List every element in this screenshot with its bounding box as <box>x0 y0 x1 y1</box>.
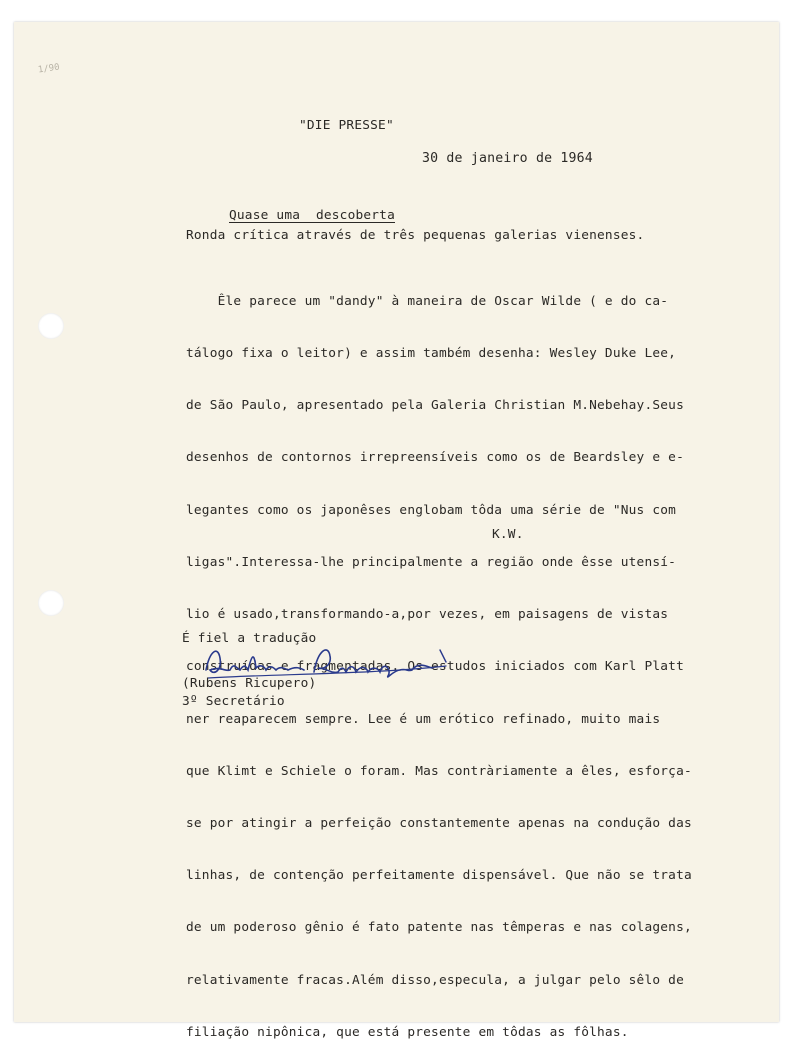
body-line: tálogo fixa o leitor) e assim também desenha: Wesley Duke Lee, <box>186 346 677 362</box>
punch-hole-lower-icon <box>38 590 64 616</box>
body-line: desenhos de contornos irrepreensíveis como os de Beardsley e e- <box>186 450 684 466</box>
body-line: ligas".Interessa-lhe principalmente a região onde êsse utensí- <box>186 554 677 570</box>
body-line: legantes como os japonêses englobam tôda uma série de "Nus com <box>186 502 677 518</box>
body-line: de um poderoso gênio é fato patente nas têmperas e nas colagens, <box>186 920 692 936</box>
translation-certification: É fiel a tradução <box>182 631 317 646</box>
author-initials: K.W. <box>492 527 524 542</box>
newspaper-title: "DIE PRESSE" <box>299 118 394 133</box>
page-top-edge <box>14 0 779 22</box>
body-line: construídas e fragmentadas. Os estudos iniciados com Karl Platt <box>186 659 684 675</box>
body-line: de São Paulo, apresentado pela Galeria Christian M.Nebehay.Seus <box>186 398 684 414</box>
article-subheading: Ronda crítica através de três pequenas galerias vienenses. <box>186 228 645 243</box>
document-date: 30 de janeiro de 1964 <box>422 151 593 166</box>
body-line: filiação nipônica, que está presente em tôdas as fôlhas. <box>186 1024 629 1040</box>
body-line: que Klimt e Schiele o foram. Mas contràriamente a êles, esforça- <box>186 763 692 779</box>
body-line: linhas, de contenção perfeitamente dispensável. Que não se trata <box>186 868 692 884</box>
article-heading: Quase uma descoberta <box>229 208 395 223</box>
body-line: se por atingir a perfeição constantemente apenas na condução das <box>186 816 692 831</box>
punch-hole-upper-icon <box>38 313 64 339</box>
signatory-role: 3º Secretário <box>182 694 285 709</box>
body-line: Êle parece um "dandy" à maneira de Oscar Wilde ( e do ca- <box>186 293 669 309</box>
body-line: lio é usado,transformando-a,por vezes, em paisagens de vistas <box>186 607 669 623</box>
signatory-name: (Rubens Ricupero) <box>182 676 317 691</box>
body-line: ner reaparecem sempre. Lee é um erótico refinado, muito mais <box>186 711 661 727</box>
body-line: relativamente fracas.Além disso,especula, a julgar pelo sêlo de <box>186 972 684 988</box>
archive-corner-note: 1/90 <box>37 62 61 76</box>
